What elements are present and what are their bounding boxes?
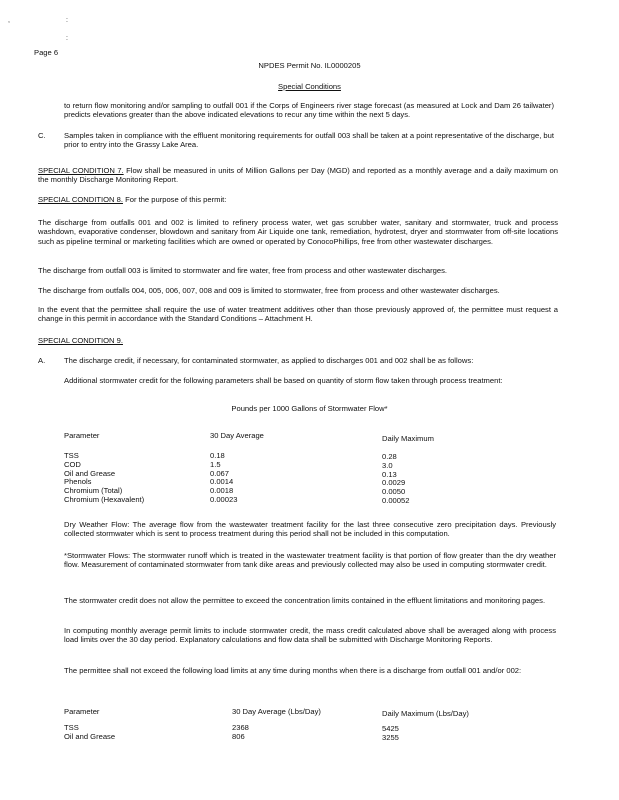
col-header-daily-max: Daily Maximum xyxy=(382,434,434,443)
sc7-heading: SPECIAL CONDITION 7. xyxy=(38,166,124,175)
cell-30day: 0.18 xyxy=(210,451,225,460)
margin-mark: : xyxy=(66,35,68,42)
load-limits-intro: The permittee shall not exceed the following load limits at any time during months when there is a discharge from outfall 001 and/or 002: xyxy=(64,666,522,675)
item-c-label: C. xyxy=(38,131,46,140)
stormwater-flows: *Stormwater Flows: The stormwater runoff which is treated in the wastewater treatment facility is that portion of flow greater than the dry weather flow. Measurement of contaminated stormwater from tank dike areas and previously collected may also be used in computing stormwater credit. xyxy=(64,551,556,570)
sc8-paragraph-4: In the event that the permittee shall require the use of water treatment additives other than those previously approved of, the permittee must request a change in this permit in accordance with the Standard Conditions – Attachment H. xyxy=(38,305,558,324)
table-row xyxy=(64,460,554,469)
section-title: Special Conditions xyxy=(278,82,341,91)
cell-daily-max: 5425 xyxy=(382,724,399,733)
load-limits-table xyxy=(64,707,554,741)
cell-parameter: Chromium (Hexavalent) xyxy=(64,494,145,504)
cell-parameter: Oil and Grease xyxy=(64,468,116,478)
cell-daily-max: 3.0 xyxy=(382,460,393,470)
table-row xyxy=(64,486,554,495)
table-header-row xyxy=(64,431,554,451)
table-row xyxy=(64,451,554,460)
col-header-30day: 30 Day Average xyxy=(210,431,264,440)
cell-daily-max: 3255 xyxy=(382,732,399,742)
table-title: Pounds per 1000 Gallons of Stormwater Flow* xyxy=(231,404,388,413)
special-condition-8 xyxy=(38,195,226,204)
cell-30day: 2368 xyxy=(232,723,249,732)
sc8-paragraph-3: The discharge from outfalls 004, 005, 006, 007, 008 and 009 is limited to stormwater, free from process and other wastewater discharges. xyxy=(38,286,500,295)
col-header-daily-max: Daily Maximum (Lbs/Day) xyxy=(382,709,469,718)
cell-parameter: TSS xyxy=(64,723,79,732)
cell-parameter: COD xyxy=(64,459,81,469)
stormwater-credit-table xyxy=(64,431,554,504)
cell-parameter: Phenols xyxy=(64,477,92,487)
cell-30day: 0.0014 xyxy=(210,477,234,487)
sc8-heading: SPECIAL CONDITION 8. xyxy=(38,195,123,204)
page-label: Page 6 xyxy=(34,48,59,57)
item-a-label: A. xyxy=(38,356,46,365)
cell-30day: 0.00023 xyxy=(210,494,238,504)
cell-daily-max: 0.0029 xyxy=(382,478,406,488)
sc7-text: Flow shall be measured in units of Million Gallons per Day (MGD) and reported as a monthly average and a daily maximum on the monthly Discharge Monitoring Report. xyxy=(38,166,558,185)
cell-30day: 806 xyxy=(232,731,245,741)
special-condition-7 xyxy=(38,166,558,185)
cell-30day: 1.5 xyxy=(210,459,221,469)
table-row xyxy=(64,732,554,741)
table-row xyxy=(64,495,554,504)
cell-daily-max: 0.13 xyxy=(382,469,397,479)
col-header-parameter: Parameter xyxy=(64,707,100,716)
cell-daily-max: 0.0050 xyxy=(382,487,406,497)
margin-mark: , xyxy=(8,17,10,24)
col-header-30day: 30 Day Average (Lbs/Day) xyxy=(232,707,321,716)
sc8-intro: For the purpose of this permit: xyxy=(125,195,227,204)
cell-daily-max: 0.28 xyxy=(382,452,397,461)
sc9-heading: SPECIAL CONDITION 9. xyxy=(38,336,123,345)
table-row xyxy=(64,723,554,732)
credit-intro: Additional stormwater credit for the following parameters shall be based on quantity of storm flow taken through process treatment: xyxy=(64,376,503,385)
credit-limit: The stormwater credit does not allow the permittee to exceed the concentration limits contained in the effluent limitations and monitoring pages. xyxy=(64,596,546,605)
continuation-paragraph: to return flow monitoring and/or sampling to outfall 001 if the Corps of Engineers river stage forecast (as measured at Lock and Dam 26 tailwater) predicts elevations greater than the above indicated elevations to recur any time within the next 5 days. xyxy=(64,101,554,120)
dry-weather-flow: Dry Weather Flow: The average flow from the wastewater treatment facility for the last three consecutive zero precipitation days. Previously collected stormwater which is sent to process treatment during this period shall not be included in this computation. xyxy=(64,520,556,539)
item-a-text: The discharge credit, if necessary, for contaminated stormwater, as applied to discharges 001 and 002 shall be as follows: xyxy=(64,356,474,365)
table-row xyxy=(64,469,554,478)
cell-30day: 0.0018 xyxy=(210,486,234,496)
permit-number: NPDES Permit No. IL0000205 xyxy=(258,61,361,70)
cell-parameter: Oil and Grease xyxy=(64,731,116,741)
sc8-paragraph-1: The discharge from outfalls 001 and 002 is limited to refinery process water, wet gas scrubber water, sanitary and stormwater, truck and process washdown, evaporative condenser, blowdown and sanitary from Air Liquide one tank, remediation, hydrotest, dryer and stormwater from off-site locations such as pipeline terminal or marketing facilities which are owned or operated by ConocoPhillips, free from other wastewater discharges. xyxy=(38,218,558,246)
margin-mark: : xyxy=(66,17,68,24)
col-header-parameter: Parameter xyxy=(64,431,100,440)
cell-parameter: TSS xyxy=(64,451,79,460)
table-header-row xyxy=(64,707,554,723)
cell-30day: 0.067 xyxy=(210,468,230,478)
sc8-paragraph-2: The discharge from outfall 003 is limited to stormwater and fire water, free from process and other wastewater discharges. xyxy=(38,266,447,275)
cell-parameter: Chromium (Total) xyxy=(64,486,123,496)
cell-daily-max: 0.00052 xyxy=(382,495,410,505)
computing-averages: In computing monthly average permit limits to include stormwater credit, the mass credit calculated above shall be averaged along with process load limits over the 30 day period. Explanatory calculations and flow data shall be submitted with Discharge Monitoring Reports. xyxy=(64,626,556,645)
item-c-text: Samples taken in compliance with the effluent monitoring requirements for outfall 003 shall be taken at a point representative of the discharge, but prior to entry into the Grassy Lake Area. xyxy=(64,131,554,150)
table-row xyxy=(64,477,554,486)
